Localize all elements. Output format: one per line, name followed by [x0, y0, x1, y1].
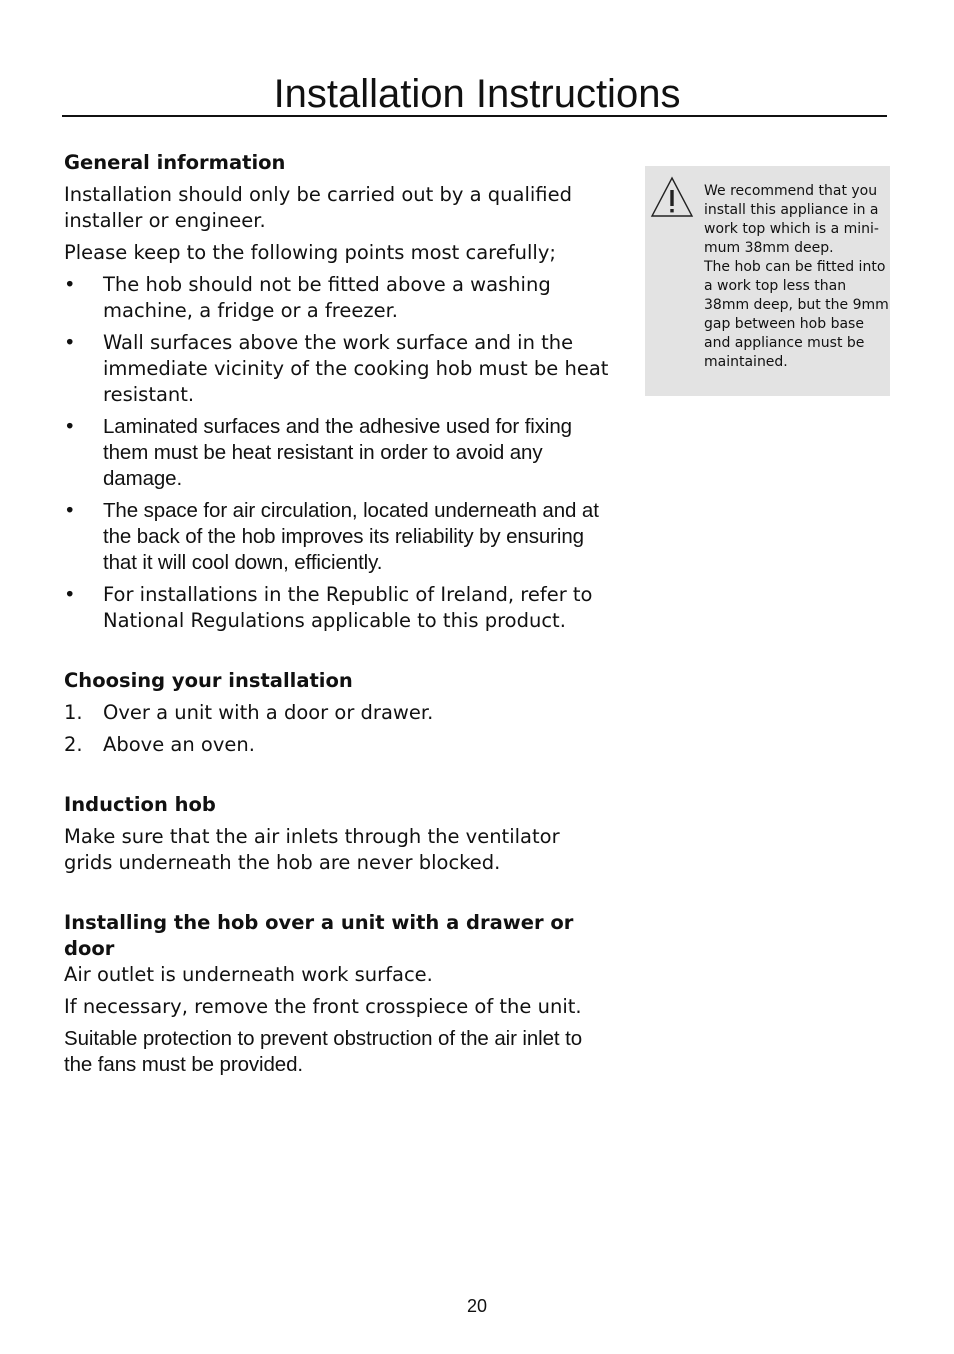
- bullet-marker: •: [64, 415, 76, 438]
- installing-over-unit-para-2: If necessary, remove the front crosspiece of the unit.: [64, 995, 582, 1018]
- installing-over-unit-heading: Installing the hob over a unit with a drawer or door: [64, 911, 574, 960]
- installing-over-unit-section: [64, 910, 612, 1078]
- bullet-marker: •: [64, 499, 76, 522]
- induction-hob-text: Make sure that the air inlets through the ventilator grids underneath the hob are never blocked.: [64, 825, 560, 874]
- list-item: [64, 582, 612, 634]
- list-item-text: The hob should not be fitted above a washing machine, a fridge or a freezer.: [103, 273, 551, 322]
- list-item-text: The space for air circulation, located underneath and at the back of the hob improves its reliability by ensuring that it will cool down, efficiently.: [103, 499, 599, 574]
- list-item: [64, 330, 612, 408]
- title-divider: [62, 115, 887, 117]
- installing-over-unit-para-1: Air outlet is underneath work surface.: [64, 963, 433, 986]
- bullet-marker: •: [64, 583, 76, 606]
- section-spacer: [64, 640, 612, 668]
- choosing-installation-list: [64, 700, 612, 758]
- list-number: 2.: [64, 733, 83, 756]
- warning-triangle-icon: [650, 176, 694, 218]
- warning-note-box: [645, 166, 890, 396]
- bullet-marker: •: [64, 331, 76, 354]
- list-item: [64, 498, 612, 576]
- induction-hob-heading: Induction hob: [64, 793, 216, 816]
- bullet-marker: •: [64, 273, 76, 296]
- note-text-2: The hob can be fitted into a work top less than 38mm deep, but the 9mm gap between hob base and appliance must be maintained.: [704, 259, 889, 370]
- general-information-bullet-list: [64, 272, 612, 634]
- list-item: [64, 700, 612, 726]
- induction-hob-section: [64, 792, 612, 876]
- general-information-section: [64, 150, 612, 634]
- section-spacer: [64, 882, 612, 910]
- page-number: 20: [466, 1296, 488, 1316]
- choosing-installation-heading: Choosing your installation: [64, 669, 353, 692]
- section-spacer: [64, 764, 612, 792]
- general-information-intro-2: Please keep to the following points most carefully;: [64, 241, 556, 264]
- list-item: [64, 414, 612, 492]
- general-information-intro-1: Installation should only be carried out by a qualified installer or engineer.: [64, 183, 572, 232]
- warning-note-text: [704, 182, 890, 372]
- list-item: [64, 272, 612, 324]
- note-text-1: We recommend that you install this appliance in a work top which is a mini-mum 38mm deep.: [704, 183, 879, 256]
- page-title: Installation Instructions: [273, 72, 681, 116]
- list-item-text: For installations in the Republic of Ireland, refer to National Regulations applicable to this product.: [103, 583, 593, 632]
- installing-over-unit-para-3: Suitable protection to prevent obstruction of the air inlet to the fans must be provided.: [64, 1027, 583, 1076]
- general-information-heading: General information: [64, 151, 286, 174]
- choosing-installation-section: [64, 668, 612, 758]
- list-item-text: Over a unit with a door or drawer.: [103, 701, 434, 724]
- list-number: 1.: [64, 701, 83, 724]
- list-item-text: Wall surfaces above the work surface and in the immediate vicinity of the cooking hob must be heat resistant.: [103, 331, 609, 406]
- list-item-text: Above an oven.: [103, 733, 255, 756]
- list-item: [64, 732, 612, 758]
- list-item-text: Laminated surfaces and the adhesive used for fixing them must be heat resistant in order to avoid any damage.: [103, 415, 572, 490]
- main-column: [64, 150, 612, 1084]
